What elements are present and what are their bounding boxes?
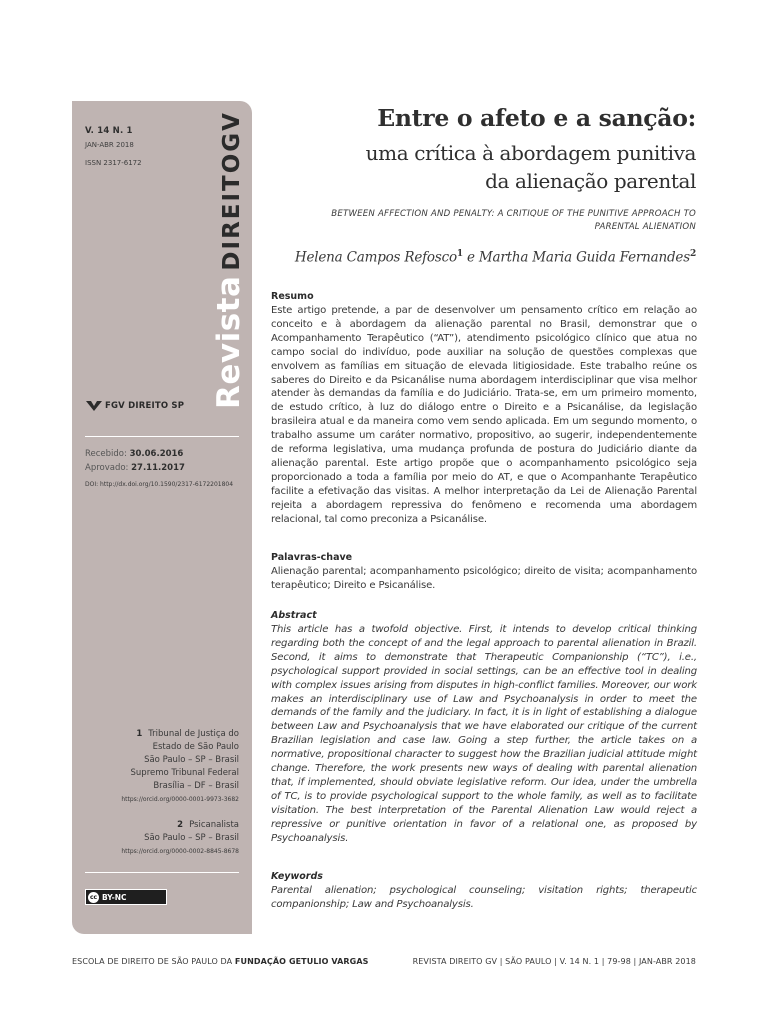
author-1: Helena Campos Refosco (294, 249, 457, 266)
issn: ISSN 2317-6172 (85, 159, 142, 167)
abstract-text: This article has a twofold objective. First, it intends to develop critical thinking regarding both the concept of and the legal approach to parental alienation in Brazil. Second, it aims to demonstrate that Therapeutic Companionship (“TC”), i.e., psychological support provided in social settings, can be an effective tool in dealing with complex issues arising from disputes in high-conflict families. Moreover, our work makes an interdisciplinary use of Law and Psychoanalysis in order to meet the demands of the family and the judiciary. In fact, it is in light of establishing a dialogue between Law and Psychoanalysis that we have elaborated our critique of the current Brazilian legislation and case law. Going a step further, the article takes on a normative, propositional character to suggest how the Brazilian judicial attitude might change. Therefore, the work presents new ways of dealing with parental alienation that, if implemented, should obviate legislative reform. Our idea, under the umbrella of TC, is to provide psychological support to the whole family, as well as to facilitate visitation. The best interpretation of the Parental Alienation Law would reject a repressive or punitive orientation in favor of a relational one, as proposed by Psychoanalysis. (271, 624, 697, 844)
keywords-text: Parental alienation; psychological counseling; visitation rights; therapeutic companionship; Law and Psychoanalysis. (271, 885, 697, 910)
fgv-chevron-icon (86, 401, 102, 411)
article-subtitle: uma crítica à abordagem punitiva da alienação parental (365, 141, 696, 193)
approved-date: Aprovado: 27.11.2017 (85, 463, 185, 473)
issue-period: JAN-ABR 2018 (85, 141, 134, 149)
authors: Helena Campos Refosco$^1$ e Martha Maria Guida Fernandes$^2$ (294, 249, 696, 266)
palavras-chave-text: Alienação parental; acompanhamento psicológico; direito de visita; acompanhamento terapêutico; Direito e Psicanálise. (271, 566, 697, 591)
received-date: Recebido: 30.06.2016 (85, 449, 184, 459)
article-title: Entre o afeto e a sanção: (377, 104, 696, 132)
affiliation-number: 1 (136, 729, 143, 739)
license-label: BY-NC (102, 892, 127, 902)
brand-direitogv: DIREITOGV (219, 111, 245, 271)
footer-citation: REVISTA DIREITO GV | SÃO PAULO | V. 14 N. 1 | 79-98 | JAN-ABR 2018 (412, 957, 696, 966)
resumo-heading: Resumo (271, 291, 314, 302)
affiliation-2: 2 Psicanalista São Paulo – SP – Brasil https://orcid.org/0000-0002-8845-8678 (121, 819, 239, 858)
brand-revista: Revista (211, 275, 247, 409)
sidebar-divider (85, 872, 239, 873)
fgv-logo (86, 401, 184, 411)
affiliation-1: 1 Tribunal de Justiça do Estado de São Paulo São Paulo – SP – Brasil Supremo Tribunal Federal Brasília – DF – Brasil https://orcid.org/0000-0001-9973-3682 (121, 728, 239, 806)
orcid-link[interactable]: https://orcid.org/0000-0001-9973-3682 (121, 796, 239, 803)
affiliation-number: 2 (177, 820, 184, 830)
author-2: Martha Maria Guida Fernandes (478, 249, 690, 266)
footer-institution: ESCOLA DE DIREITO DE SÃO PAULO DA FUNDAÇÃO GETULIO VARGAS (72, 957, 369, 966)
fgv-logo-text: FGV DIREITO SP (105, 401, 185, 411)
license-badge[interactable] (85, 889, 167, 905)
keywords-heading: Keywords (271, 871, 323, 882)
sidebar-divider (85, 436, 239, 437)
journal-sidebar (72, 101, 252, 934)
orcid-link[interactable]: https://orcid.org/0000-0002-8845-8678 (121, 848, 239, 855)
palavras-chave-heading: Palavras-chave (271, 552, 353, 563)
volume-number: V. 14 N. 1 (85, 126, 133, 136)
creative-commons-icon: cc (89, 893, 98, 901)
english-title: BETWEEN AFFECTION AND PENALTY: A CRITIQUE OF THE PUNITIVE APPROACH TO PARENTAL ALIENATION (331, 209, 696, 232)
journal-brand (212, 109, 246, 409)
resumo-text: Este artigo pretende, a par de desenvolver um pensamento crítico em relação ao conceito e à abordagem da alienação parental no Brasil, demonstrar que o Acompanhamento Terapêutico (“AT”), atendimento psicológico clínico que atua no campo social do indivíduo, pode auxiliar na solução de questões complexas que envolvem as famílias em situação de elevada litigiosidade. Este trabalho reúne os saberes do Direito e da Psicanálise numa abordagem interdisciplinar que visa melhor atender às demandas da família e do Judiciário. Trata-se, em um primeiro momento, de estudo crítico, à luz do diálogo entre o Direito e a Psicanálise, da legislação brasileira atual e da maneira como vem sendo aplicada. Em um segundo momento, o trabalho assume um caráter normativo, propositivo, ao sugerir, independentemente de reforma legislativa, uma mudança profunda de postura do Judiciário diante da alienação parental. Este artigo propõe que o acompanhamento psicológico seja proporcionado a toda a família por meio do AT, e que o Acompanhante Terapêutico facilite a efetivação das visitas. A melhor interpretação da Lei de Alienação Parental rejeita a abordagem repressiva do fenômeno e recomenda uma abordagem relacional, tal como preconiza a Psicanálise. (271, 305, 697, 525)
doi-link[interactable]: DOI: http://dx.doi.org/10.1590/2317-6172201804 (85, 481, 234, 488)
abstract-heading: Abstract (271, 610, 317, 621)
